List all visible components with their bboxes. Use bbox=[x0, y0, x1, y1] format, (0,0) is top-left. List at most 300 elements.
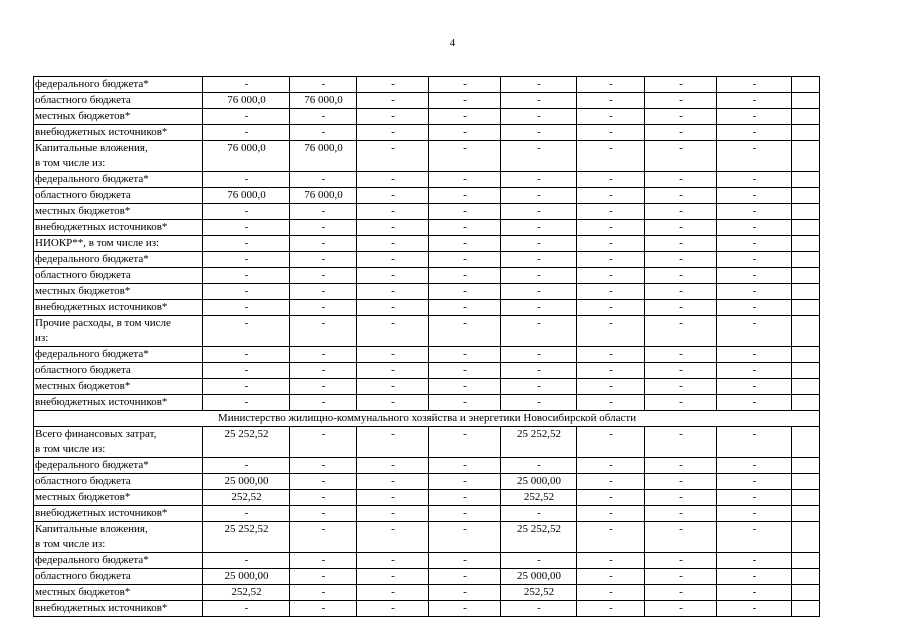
table-row bbox=[34, 490, 820, 506]
table-cell: - bbox=[429, 506, 501, 522]
table-cell: - bbox=[357, 268, 429, 284]
table-cell: - bbox=[577, 569, 645, 585]
table-cell: - bbox=[501, 458, 577, 474]
table-cell: - bbox=[357, 522, 429, 553]
table-cell: - bbox=[645, 490, 717, 506]
table-cell: - bbox=[429, 474, 501, 490]
table-cell: - bbox=[203, 109, 290, 125]
table-cell: - bbox=[501, 347, 577, 363]
table-cell: - bbox=[429, 188, 501, 204]
table-cell bbox=[792, 141, 820, 172]
table-cell: - bbox=[357, 93, 429, 109]
row-label: внебюджетных источников* bbox=[34, 601, 203, 617]
table-cell: - bbox=[203, 284, 290, 300]
table-cell: - bbox=[717, 77, 792, 93]
table-cell: - bbox=[717, 569, 792, 585]
table-cell: - bbox=[717, 395, 792, 411]
table-row bbox=[34, 172, 820, 188]
table-cell bbox=[792, 268, 820, 284]
table-cell: 76 000,0 bbox=[290, 93, 357, 109]
table-cell: - bbox=[203, 379, 290, 395]
table-cell: 25 000,00 bbox=[501, 569, 577, 585]
table-cell: - bbox=[577, 490, 645, 506]
table-cell: - bbox=[203, 77, 290, 93]
row-label: местных бюджетов* bbox=[34, 204, 203, 220]
table-cell: - bbox=[577, 268, 645, 284]
table-cell: - bbox=[717, 268, 792, 284]
table-cell: - bbox=[290, 204, 357, 220]
table-cell: - bbox=[290, 522, 357, 553]
table-cell bbox=[792, 204, 820, 220]
table-cell: - bbox=[429, 490, 501, 506]
table-cell: - bbox=[577, 252, 645, 268]
row-label: областного бюджета bbox=[34, 569, 203, 585]
table-cell: - bbox=[501, 172, 577, 188]
table-row bbox=[34, 379, 820, 395]
table-cell: - bbox=[290, 506, 357, 522]
table-cell: 252,52 bbox=[203, 585, 290, 601]
table-cell: - bbox=[357, 458, 429, 474]
table-cell: - bbox=[203, 363, 290, 379]
table-cell: - bbox=[645, 395, 717, 411]
table-cell bbox=[792, 347, 820, 363]
table-cell: - bbox=[501, 284, 577, 300]
table-cell: - bbox=[717, 585, 792, 601]
section-title: Министерство жилищно-коммунального хозяйства и энергетики Новосибирской области bbox=[34, 411, 820, 427]
table-cell: - bbox=[290, 601, 357, 617]
table-cell: 25 000,00 bbox=[501, 474, 577, 490]
table-cell: - bbox=[645, 236, 717, 252]
table-cell: - bbox=[501, 188, 577, 204]
table-cell: - bbox=[645, 506, 717, 522]
table-row bbox=[34, 300, 820, 316]
table-cell bbox=[792, 569, 820, 585]
table-row bbox=[34, 268, 820, 284]
table-cell: - bbox=[577, 347, 645, 363]
table-cell: - bbox=[357, 141, 429, 172]
row-label: федерального бюджета* bbox=[34, 458, 203, 474]
table-cell: - bbox=[501, 220, 577, 236]
table-cell: - bbox=[577, 93, 645, 109]
table-cell: - bbox=[501, 125, 577, 141]
table-cell: - bbox=[717, 109, 792, 125]
table-cell: - bbox=[357, 585, 429, 601]
table-cell: - bbox=[717, 172, 792, 188]
table-row bbox=[34, 125, 820, 141]
table-cell bbox=[792, 300, 820, 316]
table-cell: - bbox=[577, 506, 645, 522]
table-cell: - bbox=[290, 268, 357, 284]
table-cell: - bbox=[290, 300, 357, 316]
row-label: федерального бюджета* bbox=[34, 252, 203, 268]
table-cell: - bbox=[429, 109, 501, 125]
table-cell: - bbox=[577, 379, 645, 395]
row-label: внебюджетных источников* bbox=[34, 395, 203, 411]
table-cell: - bbox=[290, 553, 357, 569]
row-label: местных бюджетов* bbox=[34, 585, 203, 601]
table-cell: - bbox=[429, 522, 501, 553]
table-cell bbox=[792, 77, 820, 93]
table-cell bbox=[792, 316, 820, 347]
table-cell bbox=[792, 585, 820, 601]
table-cell: - bbox=[290, 109, 357, 125]
table-row bbox=[34, 427, 820, 458]
table-cell: - bbox=[717, 252, 792, 268]
table-cell: - bbox=[645, 300, 717, 316]
table-cell: - bbox=[717, 93, 792, 109]
table-cell: - bbox=[501, 77, 577, 93]
table-cell: - bbox=[717, 506, 792, 522]
table-cell: 76 000,0 bbox=[203, 93, 290, 109]
table-cell: - bbox=[429, 93, 501, 109]
table-cell: - bbox=[501, 93, 577, 109]
table-cell: - bbox=[290, 284, 357, 300]
table-cell bbox=[792, 395, 820, 411]
table-cell: - bbox=[429, 125, 501, 141]
table-cell: - bbox=[203, 395, 290, 411]
table-row bbox=[34, 585, 820, 601]
table-cell: - bbox=[203, 125, 290, 141]
table-cell: - bbox=[290, 395, 357, 411]
table-cell: - bbox=[357, 506, 429, 522]
table-cell: - bbox=[357, 204, 429, 220]
table-cell: - bbox=[290, 363, 357, 379]
table-cell bbox=[792, 220, 820, 236]
table-cell: - bbox=[357, 490, 429, 506]
table-cell: 76 000,0 bbox=[290, 141, 357, 172]
table-cell: - bbox=[203, 553, 290, 569]
table-cell: - bbox=[290, 220, 357, 236]
table-cell: - bbox=[203, 172, 290, 188]
table-cell: - bbox=[203, 220, 290, 236]
table-cell bbox=[792, 109, 820, 125]
table-cell: - bbox=[577, 474, 645, 490]
table-cell: - bbox=[357, 474, 429, 490]
table-cell: - bbox=[203, 252, 290, 268]
row-label: областного бюджета bbox=[34, 474, 203, 490]
table-cell: - bbox=[645, 601, 717, 617]
table-cell: - bbox=[577, 601, 645, 617]
table-cell: - bbox=[577, 204, 645, 220]
table-cell: - bbox=[501, 395, 577, 411]
table-cell: - bbox=[501, 316, 577, 347]
table-cell: - bbox=[501, 252, 577, 268]
row-label: федерального бюджета* bbox=[34, 553, 203, 569]
row-label: областного бюджета bbox=[34, 188, 203, 204]
table-cell: - bbox=[429, 252, 501, 268]
table-cell: - bbox=[717, 474, 792, 490]
table-cell: - bbox=[290, 585, 357, 601]
table-cell: - bbox=[357, 172, 429, 188]
table-cell: - bbox=[429, 284, 501, 300]
table-cell bbox=[792, 284, 820, 300]
table-cell: - bbox=[577, 284, 645, 300]
table-cell: - bbox=[645, 268, 717, 284]
table-cell: - bbox=[717, 236, 792, 252]
table-cell: - bbox=[429, 300, 501, 316]
table-cell: - bbox=[717, 125, 792, 141]
table-row bbox=[34, 506, 820, 522]
row-label: внебюджетных источников* bbox=[34, 506, 203, 522]
table-cell: - bbox=[501, 204, 577, 220]
table-cell: - bbox=[577, 109, 645, 125]
table-cell: - bbox=[357, 427, 429, 458]
table-cell: - bbox=[577, 77, 645, 93]
row-label: местных бюджетов* bbox=[34, 379, 203, 395]
table-cell: - bbox=[290, 347, 357, 363]
table-cell: 25 252,52 bbox=[501, 522, 577, 553]
row-label: внебюджетных источников* bbox=[34, 300, 203, 316]
table-cell: - bbox=[429, 77, 501, 93]
table-cell: - bbox=[203, 347, 290, 363]
table-cell: - bbox=[577, 458, 645, 474]
table-cell: - bbox=[357, 284, 429, 300]
row-label: областного бюджета bbox=[34, 93, 203, 109]
table-cell: - bbox=[290, 77, 357, 93]
table-cell: - bbox=[717, 427, 792, 458]
table-cell: - bbox=[717, 141, 792, 172]
row-label: НИОКР**, в том числе из: bbox=[34, 236, 203, 252]
table-cell: - bbox=[429, 141, 501, 172]
table-row bbox=[34, 363, 820, 379]
row-label: Капитальные вложения, в том числе из: bbox=[34, 522, 203, 553]
table-row bbox=[34, 93, 820, 109]
table-cell: - bbox=[645, 585, 717, 601]
table-cell: - bbox=[290, 236, 357, 252]
table-row bbox=[34, 316, 820, 347]
table-cell bbox=[792, 506, 820, 522]
table-cell: - bbox=[717, 284, 792, 300]
table-cell: - bbox=[290, 125, 357, 141]
table-row bbox=[34, 569, 820, 585]
table-cell: - bbox=[429, 204, 501, 220]
table-cell: - bbox=[203, 236, 290, 252]
table-row bbox=[34, 77, 820, 93]
table-row bbox=[34, 236, 820, 252]
table-cell bbox=[792, 458, 820, 474]
row-label: Капитальные вложения, в том числе из: bbox=[34, 141, 203, 172]
table-cell: - bbox=[357, 316, 429, 347]
table-cell: - bbox=[645, 522, 717, 553]
table-cell: - bbox=[501, 300, 577, 316]
table-cell: - bbox=[717, 379, 792, 395]
table-cell: 252,52 bbox=[501, 490, 577, 506]
table-cell: - bbox=[645, 109, 717, 125]
table-cell: - bbox=[717, 347, 792, 363]
table-cell: - bbox=[501, 236, 577, 252]
table-cell: - bbox=[203, 458, 290, 474]
table-cell: - bbox=[357, 347, 429, 363]
table-row bbox=[34, 109, 820, 125]
table-cell: - bbox=[429, 427, 501, 458]
table-cell: - bbox=[501, 268, 577, 284]
row-label: Всего финансовых затрат, в том числе из: bbox=[34, 427, 203, 458]
table-cell: - bbox=[645, 93, 717, 109]
table-cell: - bbox=[577, 395, 645, 411]
row-label: внебюджетных источников* bbox=[34, 220, 203, 236]
row-label: местных бюджетов* bbox=[34, 109, 203, 125]
table-row bbox=[34, 141, 820, 172]
table-cell: 25 252,52 bbox=[203, 427, 290, 458]
table-cell: - bbox=[429, 316, 501, 347]
table-cell: - bbox=[357, 109, 429, 125]
table-cell: - bbox=[429, 585, 501, 601]
table-row bbox=[34, 458, 820, 474]
table-row bbox=[34, 347, 820, 363]
table-cell: - bbox=[577, 172, 645, 188]
table-cell: - bbox=[501, 553, 577, 569]
table-cell bbox=[792, 236, 820, 252]
table-cell: - bbox=[577, 427, 645, 458]
table-cell bbox=[792, 172, 820, 188]
financing-table bbox=[33, 76, 820, 617]
table-cell bbox=[792, 474, 820, 490]
table-cell bbox=[792, 553, 820, 569]
table-cell: - bbox=[203, 204, 290, 220]
table-cell: 252,52 bbox=[501, 585, 577, 601]
table-cell: - bbox=[717, 363, 792, 379]
table-row bbox=[34, 284, 820, 300]
page-number: 4 bbox=[449, 37, 456, 49]
table-cell: - bbox=[203, 601, 290, 617]
table-cell bbox=[792, 601, 820, 617]
table-cell: - bbox=[290, 474, 357, 490]
table-cell: - bbox=[429, 347, 501, 363]
table-cell: - bbox=[645, 569, 717, 585]
section-row bbox=[34, 411, 820, 427]
table-cell: - bbox=[577, 125, 645, 141]
table-cell: - bbox=[203, 506, 290, 522]
table-cell bbox=[792, 125, 820, 141]
table-cell: - bbox=[577, 585, 645, 601]
table-cell: - bbox=[357, 379, 429, 395]
table-cell: - bbox=[645, 347, 717, 363]
table-cell: - bbox=[577, 220, 645, 236]
table-cell: - bbox=[357, 77, 429, 93]
table-cell: - bbox=[645, 172, 717, 188]
table-cell bbox=[792, 490, 820, 506]
table-cell: - bbox=[203, 316, 290, 347]
table-cell: - bbox=[290, 427, 357, 458]
table-cell: - bbox=[290, 316, 357, 347]
row-label: федерального бюджета* bbox=[34, 347, 203, 363]
table-cell: - bbox=[577, 553, 645, 569]
table-cell: - bbox=[717, 490, 792, 506]
row-label: Прочие расходы, в том числе из: bbox=[34, 316, 203, 347]
table-cell: 76 000,0 bbox=[203, 188, 290, 204]
table-cell: - bbox=[645, 316, 717, 347]
table-cell: - bbox=[429, 363, 501, 379]
table-cell: - bbox=[357, 125, 429, 141]
table-cell: - bbox=[501, 109, 577, 125]
table-cell bbox=[792, 379, 820, 395]
table-cell: - bbox=[429, 172, 501, 188]
row-label: местных бюджетов* bbox=[34, 284, 203, 300]
table-cell: - bbox=[645, 379, 717, 395]
table-cell: 25 000,00 bbox=[203, 569, 290, 585]
table-cell: - bbox=[290, 379, 357, 395]
table-cell: - bbox=[290, 490, 357, 506]
row-label: федерального бюджета* bbox=[34, 77, 203, 93]
table-cell: - bbox=[577, 522, 645, 553]
table-cell: - bbox=[645, 427, 717, 458]
row-label: областного бюджета bbox=[34, 363, 203, 379]
table-cell: 25 252,52 bbox=[501, 427, 577, 458]
table-cell: - bbox=[429, 220, 501, 236]
table-row bbox=[34, 188, 820, 204]
table-cell: - bbox=[645, 553, 717, 569]
table-row bbox=[34, 474, 820, 490]
table-cell: - bbox=[429, 569, 501, 585]
table-cell: - bbox=[357, 252, 429, 268]
table-cell: - bbox=[645, 474, 717, 490]
table-cell: - bbox=[290, 458, 357, 474]
table-cell: - bbox=[290, 252, 357, 268]
table-cell bbox=[792, 252, 820, 268]
table-cell: 252,52 bbox=[203, 490, 290, 506]
table-cell: - bbox=[577, 188, 645, 204]
table-cell: - bbox=[717, 601, 792, 617]
table-cell: - bbox=[577, 363, 645, 379]
table-cell: - bbox=[357, 553, 429, 569]
table-cell: - bbox=[645, 125, 717, 141]
table-body bbox=[34, 77, 820, 617]
table-cell bbox=[792, 188, 820, 204]
table-cell bbox=[792, 427, 820, 458]
table-cell: - bbox=[577, 141, 645, 172]
table-cell: - bbox=[717, 522, 792, 553]
row-label: местных бюджетов* bbox=[34, 490, 203, 506]
table-cell: - bbox=[429, 236, 501, 252]
table-cell: - bbox=[357, 601, 429, 617]
table-cell: - bbox=[203, 300, 290, 316]
table-cell: - bbox=[357, 395, 429, 411]
table-cell: - bbox=[501, 363, 577, 379]
table-cell: - bbox=[645, 204, 717, 220]
table-cell: - bbox=[645, 77, 717, 93]
table-cell: - bbox=[357, 188, 429, 204]
table-cell: - bbox=[717, 220, 792, 236]
table-cell: - bbox=[501, 601, 577, 617]
table-row bbox=[34, 220, 820, 236]
table-cell: - bbox=[357, 220, 429, 236]
table-row bbox=[34, 395, 820, 411]
row-label: областного бюджета bbox=[34, 268, 203, 284]
table-cell: - bbox=[501, 141, 577, 172]
table-cell bbox=[792, 363, 820, 379]
table-cell: - bbox=[357, 363, 429, 379]
table-cell: - bbox=[429, 395, 501, 411]
table-cell: - bbox=[357, 569, 429, 585]
table-cell bbox=[792, 93, 820, 109]
table-cell: - bbox=[645, 363, 717, 379]
table-cell: - bbox=[645, 141, 717, 172]
table-cell: - bbox=[645, 284, 717, 300]
table-cell: - bbox=[501, 506, 577, 522]
table-cell: - bbox=[429, 458, 501, 474]
table-cell: 25 252,52 bbox=[203, 522, 290, 553]
table-cell: - bbox=[717, 458, 792, 474]
row-label: внебюджетных источников* bbox=[34, 125, 203, 141]
table-cell: - bbox=[645, 458, 717, 474]
table-cell bbox=[792, 522, 820, 553]
table-cell: - bbox=[429, 601, 501, 617]
table-row bbox=[34, 204, 820, 220]
table-cell: - bbox=[717, 316, 792, 347]
table-cell: - bbox=[577, 300, 645, 316]
table-row bbox=[34, 252, 820, 268]
table-cell: - bbox=[501, 379, 577, 395]
